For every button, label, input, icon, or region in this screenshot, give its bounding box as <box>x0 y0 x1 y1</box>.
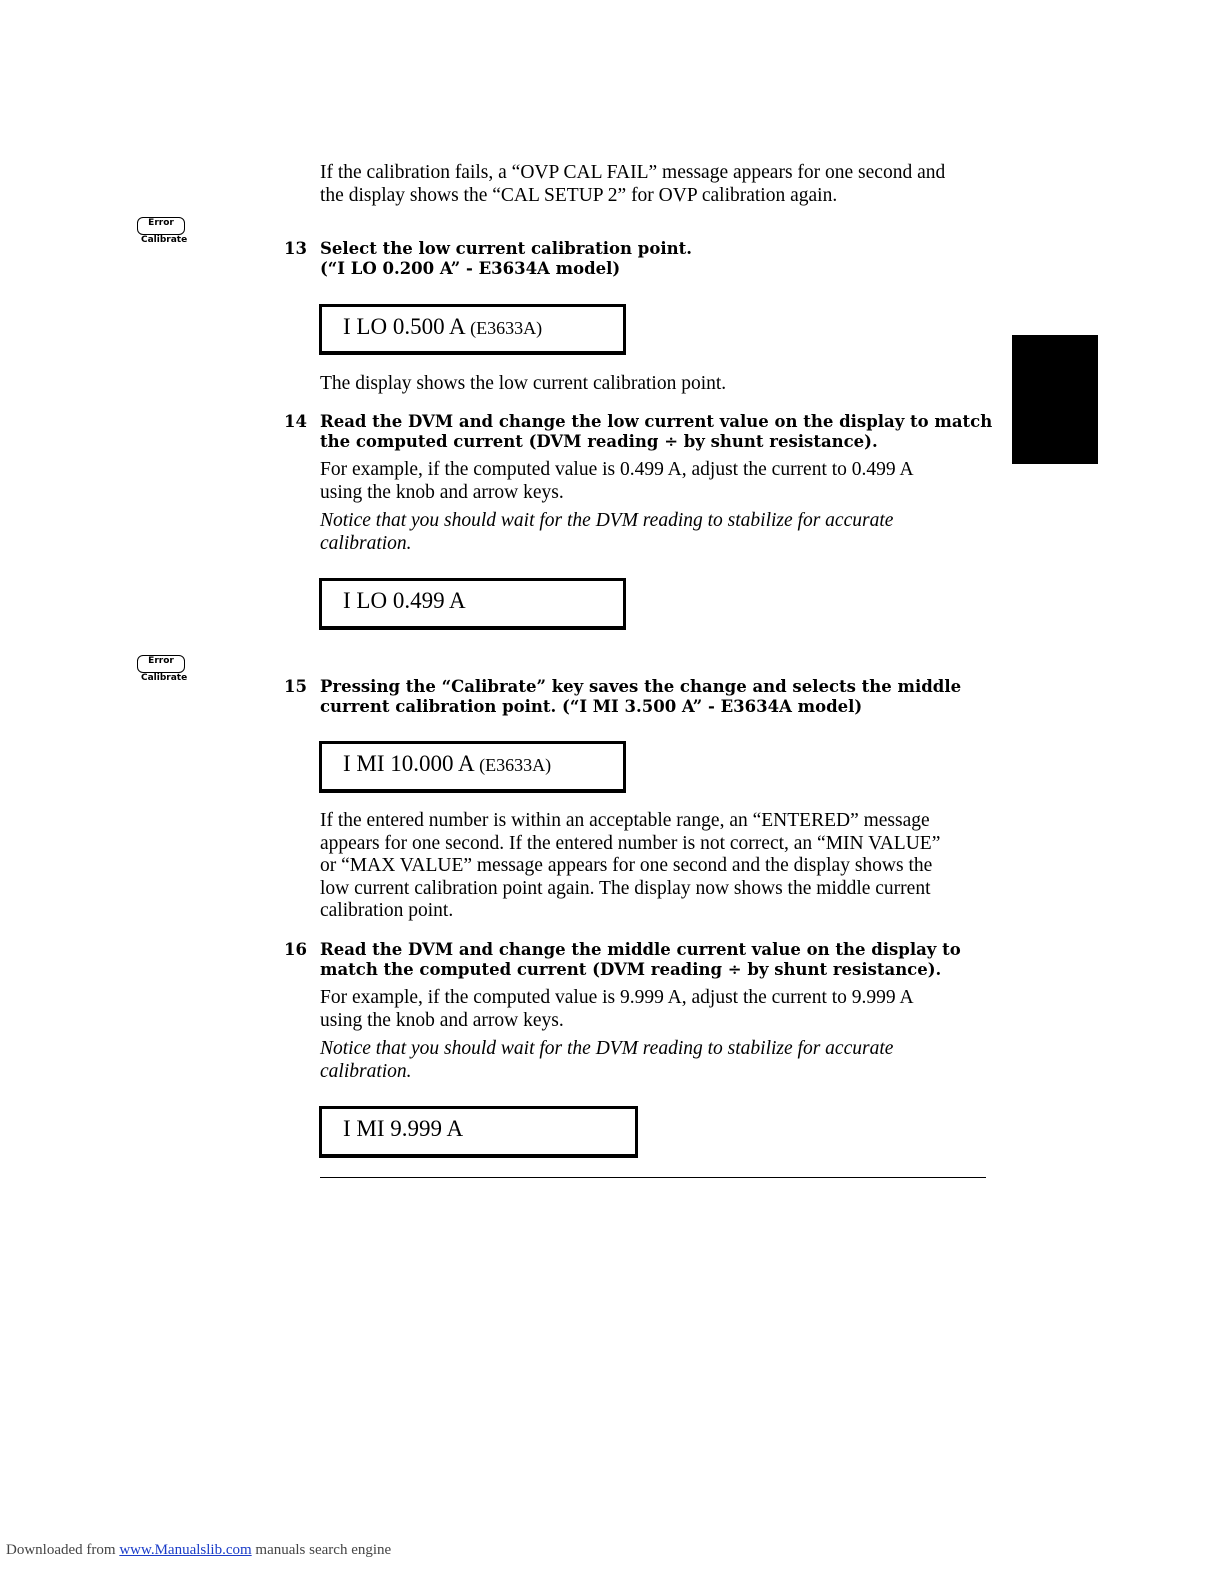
lcd-display-i-lo-499 <box>319 578 626 630</box>
intro-line-2: the display shows the “CAL SETUP 2” for OVP calibration again. <box>320 185 838 206</box>
footer-link[interactable]: www.Manualslib.com <box>119 1542 252 1558</box>
step-16-example-line-2: using the knob and arrow keys. <box>320 1010 564 1031</box>
step-16-line-2: match the computed current (DVM reading ÷ by shunt resistance). <box>320 960 942 979</box>
step-14-line-1: Read the DVM and change the low current value on the display to match <box>320 412 993 431</box>
step-15-paragraph <box>320 810 988 923</box>
error-key-cap: Error <box>137 217 185 235</box>
error-calibrate-key-icon <box>137 217 193 251</box>
lcd-display-i-mi-9999 <box>319 1106 638 1158</box>
lcd-value: I MI 9.999 A <box>343 1116 464 1141</box>
lcd-value: I LO 0.499 A <box>343 588 466 613</box>
step-14-notice <box>320 509 988 555</box>
lcd-model: (E3633A) <box>470 318 543 338</box>
step-16-example <box>320 986 988 1032</box>
step-13-line-2: (“I LO 0.200 A” - E3634A model) <box>320 259 621 278</box>
error-calibrate-key-icon <box>137 655 193 689</box>
step-14-example-line-2: using the knob and arrow keys. <box>320 482 564 503</box>
step-13-note <box>320 372 988 395</box>
calibrate-key-label: Calibrate <box>141 673 188 683</box>
step-number: 13 <box>284 239 307 258</box>
calibrate-key-label: Calibrate <box>141 235 188 245</box>
lcd-value: I MI 10.000 A <box>343 751 474 776</box>
step-16-notice-line-2: calibration. <box>320 1061 412 1082</box>
lcd-value: I LO 0.500 A <box>343 314 465 339</box>
step-13-line-1: Select the low current calibration point. <box>320 239 692 258</box>
step-16-notice-line-1: Notice that you should wait for the DVM reading to stabilize for accurate <box>320 1038 894 1059</box>
step-number: 16 <box>284 940 307 959</box>
step-number: 14 <box>284 412 307 431</box>
lcd-display-i-lo-500 <box>319 304 626 355</box>
lcd-model: (E3633A) <box>479 755 552 775</box>
step-14-example <box>320 458 988 504</box>
step-14-notice-line-1: Notice that you should wait for the DVM reading to stabilize for accurate <box>320 510 894 531</box>
step-15-para-line-4: low current calibration point again. The display now shows the middle current <box>320 877 931 899</box>
step-15-para-line-3: or “MAX VALUE” message appears for one second and the display shows the <box>320 855 933 876</box>
step-15-para-line-2: appears for one second. If the entered number is not correct, an “MIN VALUE” <box>320 832 941 854</box>
intro-paragraph <box>320 161 988 207</box>
step-15-line-1: Pressing the “Calibrate” key saves the change and selects the middle <box>320 677 962 696</box>
step-16-notice <box>320 1037 988 1083</box>
error-key-cap: Error <box>137 655 185 673</box>
step-14-example-line-1: For example, if the computed value is 0.499 A, adjust the current to 0.499 A <box>320 459 914 480</box>
step-number: 15 <box>284 677 307 696</box>
page-footer <box>6 1542 391 1559</box>
step-16-line-1: Read the DVM and change the middle current value on the display to <box>320 940 961 959</box>
step-15-para-line-5: calibration point. <box>320 900 454 921</box>
step-15-line-2: current calibration point. (“I MI 3.500 A” - E3634A model) <box>320 697 863 716</box>
step-15-para-line-1: If the entered number is within an acceptable range, an “ENTERED” message <box>320 810 930 831</box>
section-divider <box>320 1177 986 1178</box>
intro-line-1: If the calibration fails, a “OVP CAL FAIL” message appears for one second and <box>320 162 946 183</box>
step-14-notice-line-2: calibration. <box>320 533 412 554</box>
step-16-example-line-1: For example, if the computed value is 9.999 A, adjust the current to 9.999 A <box>320 987 914 1008</box>
chapter-tab-marker <box>1012 335 1098 464</box>
lcd-display-i-mi-10000 <box>319 741 626 793</box>
step-13-note-text: The display shows the low current calibration point. <box>320 373 727 394</box>
step-14-line-2: the computed current (DVM reading ÷ by shunt resistance). <box>320 432 878 451</box>
footer-suffix: manuals search engine <box>255 1542 392 1558</box>
footer-prefix: Downloaded from <box>6 1542 116 1558</box>
